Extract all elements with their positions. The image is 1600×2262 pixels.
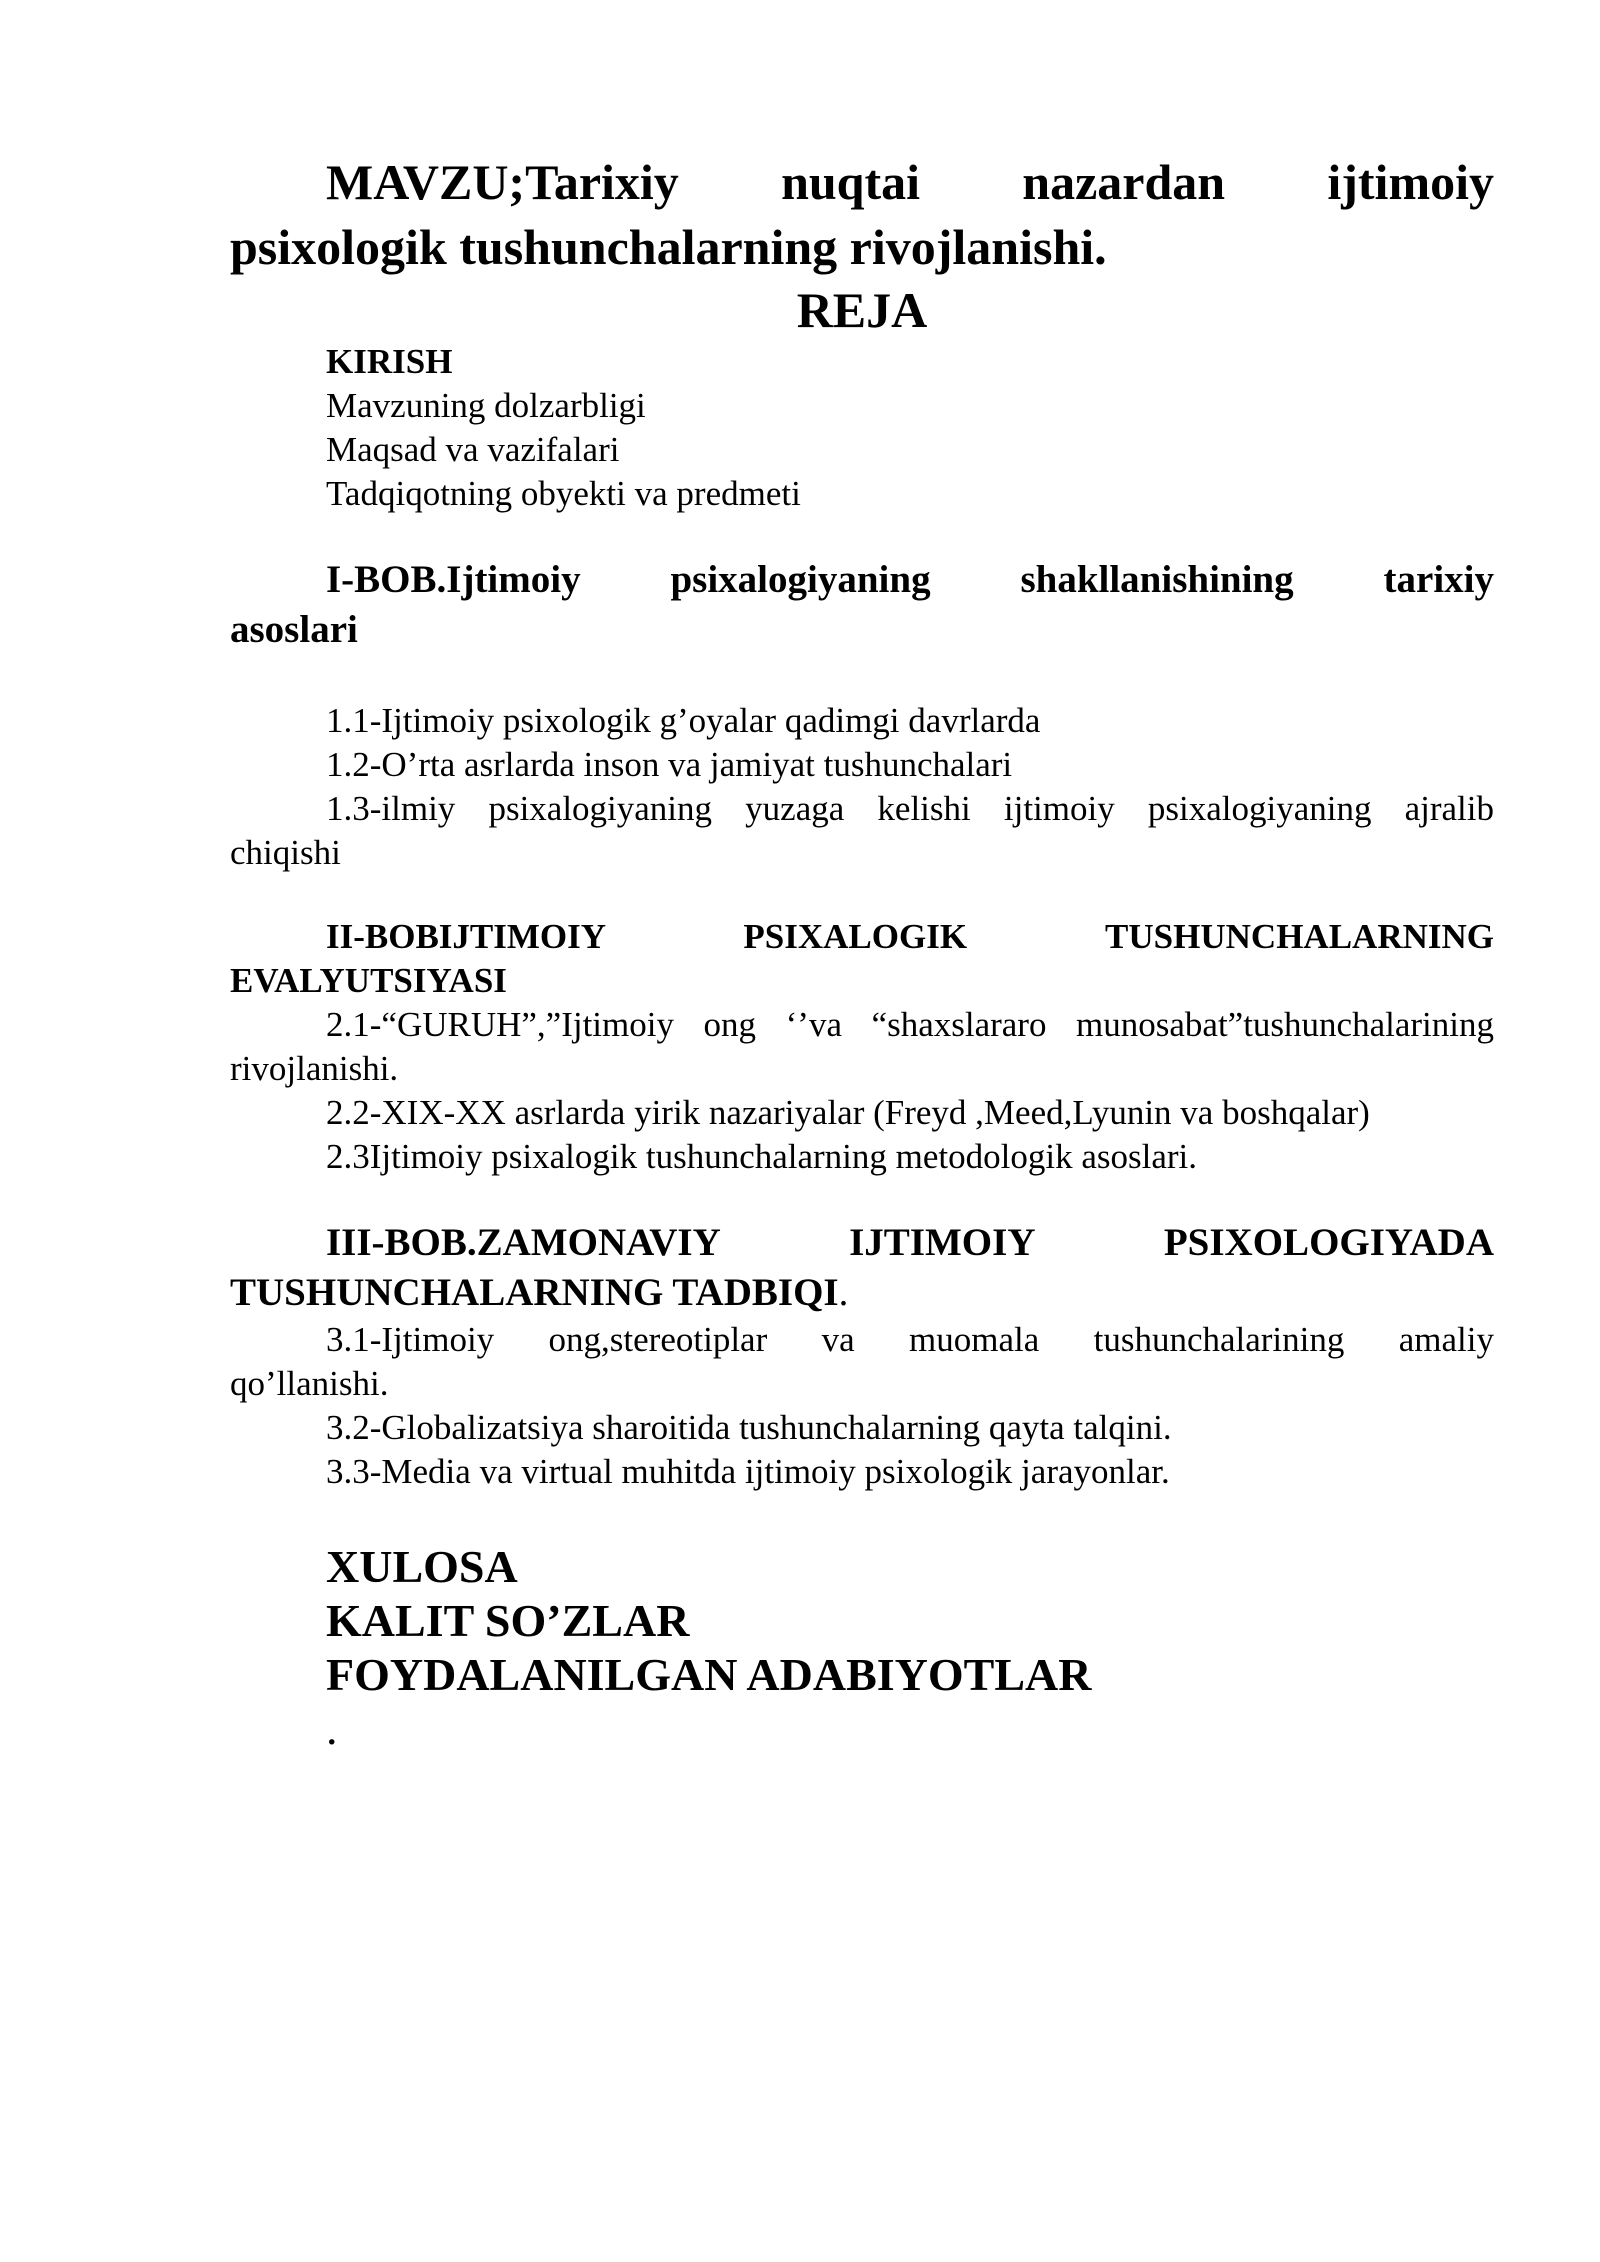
plan-heading: REJA <box>796 282 928 338</box>
title-line-2: psixologik tushunchalarning rivojlanishi. <box>230 219 1107 275</box>
document-title <box>230 150 1494 280</box>
chapter-3-section <box>230 1218 1494 1494</box>
list-item-continuation: qo’llanishi. <box>230 1364 389 1403</box>
chapter-2-items <box>230 1003 1494 1179</box>
chapter-2-section <box>230 915 1494 1179</box>
conclusion-heading: XULOSA <box>326 1541 518 1592</box>
chapter-3-title <box>230 1218 1494 1318</box>
list-item: 3.1-Ijtimoiy ong,stereotiplar va muomala tushunchalarining amaliy <box>326 1320 1494 1359</box>
closing-section <box>326 1540 1091 1756</box>
chapter-1-title-line-1: I-BOB.Ijtimoiy psixalogiyaning shakllanishining tarixiy <box>326 558 1494 601</box>
introduction-section <box>326 340 801 516</box>
introduction-heading: KIRISH <box>326 342 453 381</box>
chapter-3-items <box>230 1318 1494 1494</box>
chapter-2-title-line-2: EVALYUTSIYASI <box>230 961 507 1000</box>
chapter-1-title <box>230 555 1494 655</box>
references-heading <box>326 1648 1091 1756</box>
list-item: 1.3-ilmiy psixalogiyaning yuzaga kelishi ijtimoiy psixalogiyaning ajralib <box>326 789 1494 828</box>
list-item-continuation: rivojlanishi. <box>230 1049 399 1088</box>
chapter-2-title <box>230 915 1494 1003</box>
keywords-heading: KALIT SO’ZLAR <box>326 1595 690 1646</box>
list-item: 1.1-Ijtimoiy psixologik g’oyalar qadimgi davrlarda <box>326 701 1041 740</box>
list-item: Mavzuning dolzarbligi <box>326 386 646 425</box>
list-item: 2.3Ijtimoiy psixalogik tushunchalarning metodologik asoslari. <box>326 1137 1198 1176</box>
chapter-3-title-line-1: III-BOB.ZAMONAVIY IJTIMOIY PSIXOLOGIYADA <box>326 1221 1494 1264</box>
chapter-1-title-line-2: asoslari <box>230 608 358 651</box>
list-item-continuation: chiqishi <box>230 833 341 872</box>
list-item: Tadqiqotning obyekti va predmeti <box>326 474 801 513</box>
references-heading-period: . <box>326 1703 338 1754</box>
list-item: 1.2-O’rta asrlarda inson va jamiyat tushunchalari <box>326 745 1013 784</box>
chapter-2-title-line-1: II-BOBIJTIMOIY PSIXALOGIK TUSHUNCHALARNING <box>326 917 1494 956</box>
chapter-1-section <box>230 555 1494 875</box>
references-heading-text: FOYDALANILGAN ADABIYOTLAR <box>326 1649 1092 1700</box>
list-item: 3.3-Media va virtual muhitda ijtimoiy psixologik jarayonlar. <box>326 1452 1170 1491</box>
chapter-1-items <box>230 699 1494 875</box>
chapter-3-title-period: . <box>838 1271 849 1314</box>
list-item: 2.1-“GURUH”,”Ijtimoiy ong ‘’va “shaxslararo munosabat”tushunchalarining <box>326 1005 1494 1044</box>
chapter-3-title-text: TUSHUNCHALARNING TADBIQI <box>230 1271 839 1314</box>
title-line-1: MAVZU;Tarixiy nuqtai nazardan ijtimoiy <box>326 154 1494 210</box>
list-item: 2.2-XIX-XX asrlarda yirik nazariyalar (Freyd ,Meed,Lyunin va boshqalar) <box>326 1093 1370 1132</box>
chapter-3-title-line-2 <box>230 1268 1494 1318</box>
list-item: 3.2-Globalizatsiya sharoitida tushunchalarning qayta talqini. <box>326 1408 1172 1447</box>
list-item: Maqsad va vazifalari <box>326 430 620 469</box>
